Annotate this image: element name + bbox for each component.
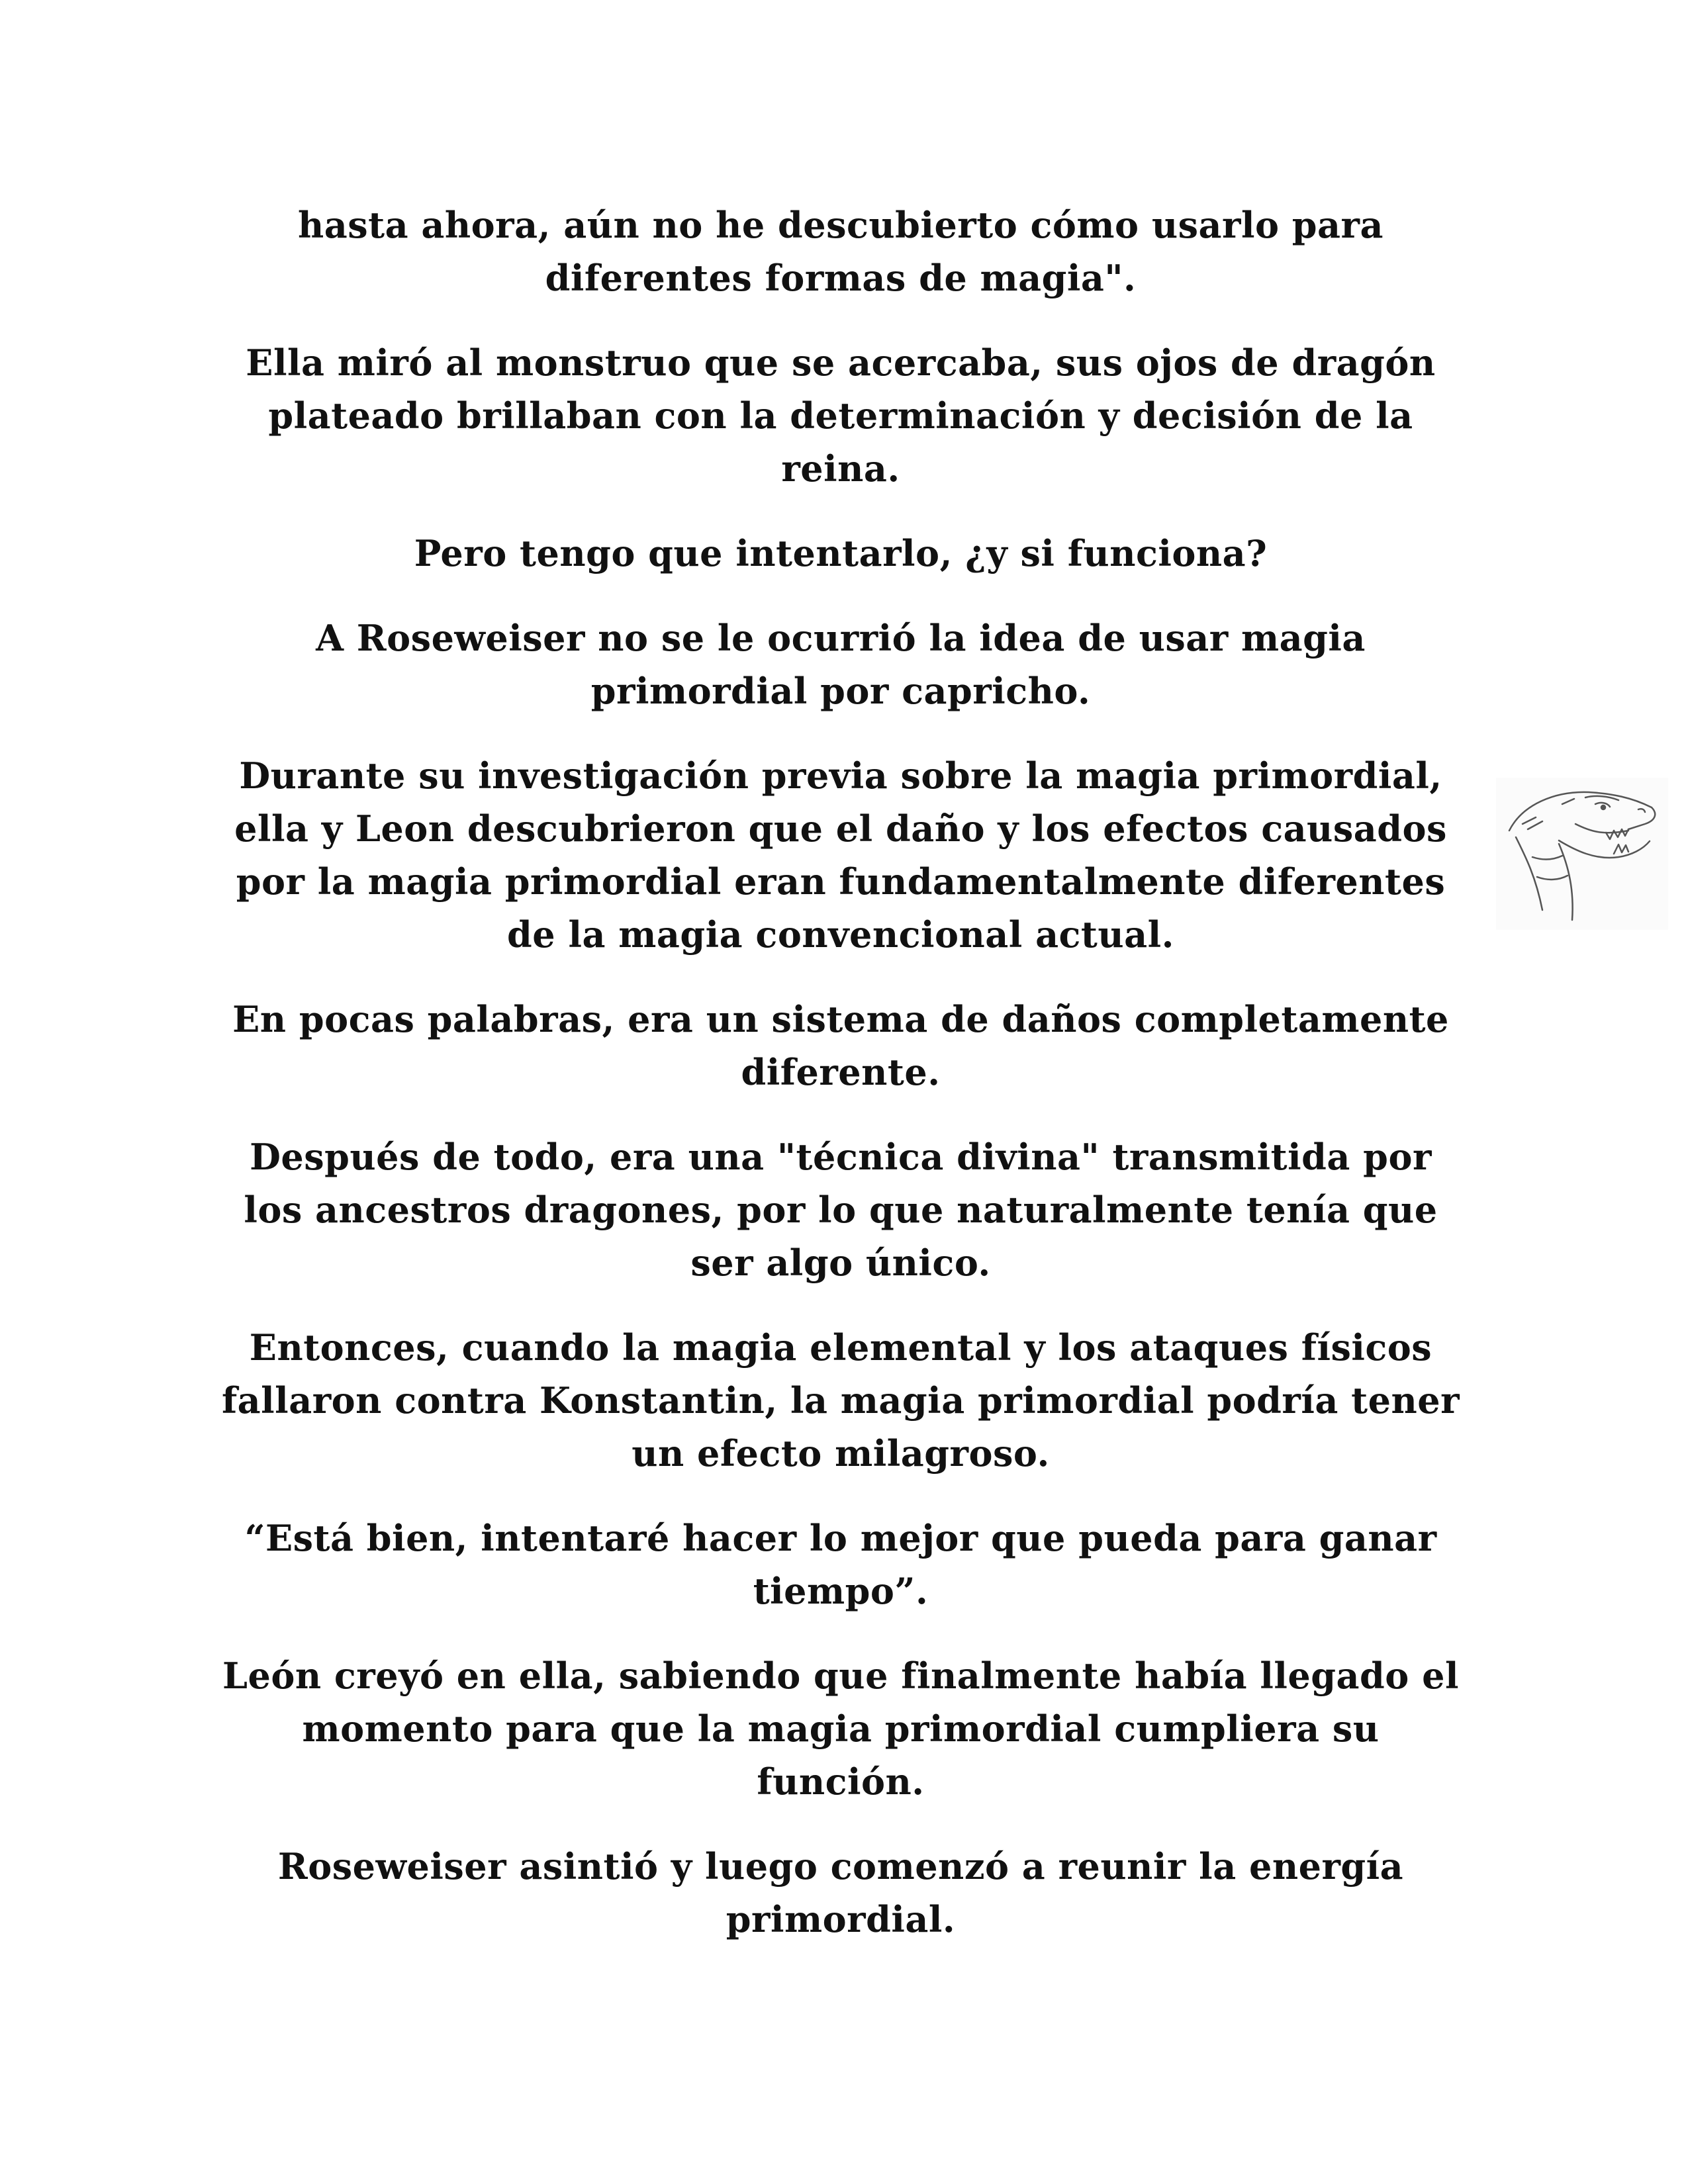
paragraph: A Roseweiser no se le ocurrió la idea de usar magia primordial por capricho.: [316, 617, 1366, 712]
paragraph: Roseweiser asintió y luego comenzó a reunir la energía primordial.: [277, 1845, 1404, 1940]
paragraph: Entonces, cuando la magia elemental y los ataques físicos fallaron contra Konstantin, la magia primordial podría tener un efecto milagroso.: [221, 1326, 1460, 1475]
paragraph: Durante su investigación previa sobre la magia primordial, ella y Leon descubrieron que el daño y los efectos causados por la magia primordial eran fundamentalmente diferentes de la magia convencional actual.: [234, 754, 1447, 956]
paragraph: “Está bien, intentaré hacer lo mejor que pueda para ganar tiempo”.: [244, 1517, 1437, 1612]
paragraph: Ella miró al monstruo que se acercaba, sus ojos de dragón plateado brillaban con la determinación y decisión de la reina.: [246, 341, 1436, 490]
paragraph: Después de todo, era una "técnica divina" transmitida por los ancestros dragones, por lo que naturalmente tenía que ser algo único.: [244, 1136, 1438, 1284]
paragraph: Pero tengo que intentarlo, ¿y si funciona?: [414, 532, 1268, 574]
paragraph: hasta ahora, aún no he descubierto cómo usarlo para diferentes formas de magia".: [298, 204, 1383, 299]
dinosaur-sketch-icon: [1496, 778, 1668, 930]
body-text: [218, 199, 1463, 1978]
paragraph: En pocas palabras, era un sistema de daños completamente diferente.: [232, 998, 1449, 1093]
paragraph: León creyó en ella, sabiendo que finalmente había llegado el momento para que la magia primordial cumpliera su función.: [222, 1655, 1459, 1803]
